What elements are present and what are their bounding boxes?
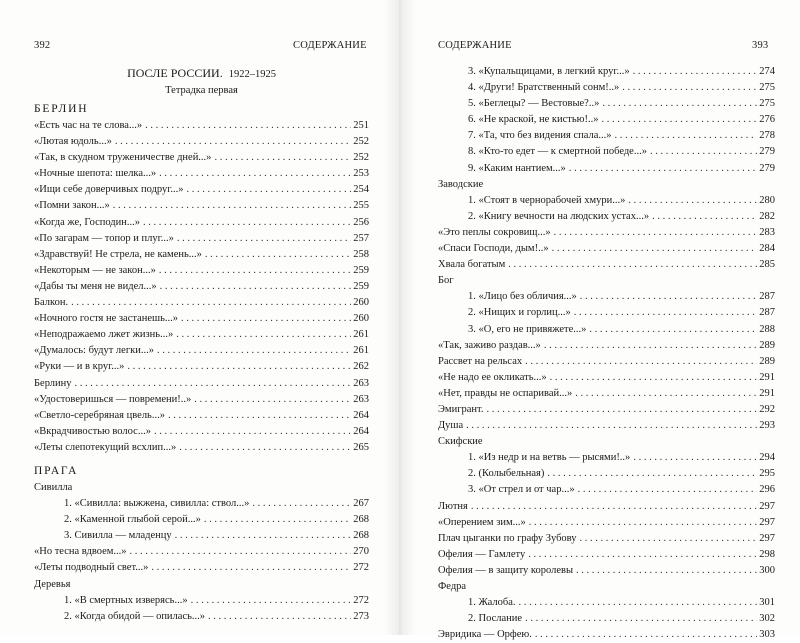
entry-title: 5. «Беглецы? — Вестовые?..» xyxy=(468,98,600,110)
running-header: СОДЕРЖАНИЕ xyxy=(438,40,512,51)
entry-title: «Леты подводный свет...» xyxy=(34,562,149,574)
toc-entry xyxy=(34,150,369,166)
entry-page-number: 253 xyxy=(353,168,369,180)
entry-title: 8. «Кто-то едет — к смертной победе...» xyxy=(468,146,647,158)
dot-leader xyxy=(554,225,758,241)
entry-title: «Некоторым — не закон...» xyxy=(34,264,156,276)
group-skifskie: Скифские xyxy=(438,436,483,448)
dot-leader xyxy=(580,531,758,547)
toc-entry xyxy=(438,531,775,547)
entry-page-number: 275 xyxy=(759,98,775,110)
entry-page-number: 279 xyxy=(759,162,775,174)
entry-page-number: 263 xyxy=(353,377,369,389)
entry-title: 1. «Из недр и на ветвь — рысями!..» xyxy=(468,452,631,464)
dot-leader xyxy=(528,547,757,563)
toc-entry xyxy=(438,209,775,225)
entry-page-number: 282 xyxy=(759,210,775,222)
entry-title: 2. «Нищих и горлиц...» xyxy=(468,307,571,319)
toc-entry xyxy=(438,257,775,273)
entry-title: 2. (Колыбельная) xyxy=(468,468,545,480)
toc-entry xyxy=(438,338,775,354)
entry-title: Эмигрант. xyxy=(438,403,484,415)
dot-leader xyxy=(168,408,351,424)
toc-entry xyxy=(438,225,775,241)
group-bog: Бог xyxy=(438,275,454,287)
entry-page-number: 287 xyxy=(759,291,775,303)
entry-page-number: 285 xyxy=(759,259,775,271)
dot-leader xyxy=(589,322,757,338)
dot-leader xyxy=(578,482,758,498)
dot-leader xyxy=(252,496,351,512)
dot-leader xyxy=(157,343,351,359)
entry-title: 2. Послание xyxy=(468,613,523,625)
toc-entry xyxy=(438,563,775,579)
entry-title: «Есть час на те слова...» xyxy=(34,120,143,131)
dot-leader xyxy=(550,370,758,386)
entry-page-number: 265 xyxy=(353,441,369,453)
toc-entry xyxy=(34,118,369,134)
dot-leader xyxy=(580,289,757,305)
entry-page-number: 280 xyxy=(759,194,775,206)
toc-entry xyxy=(438,370,775,386)
entry-title: «Светло-серебряная цвель...» xyxy=(34,409,165,421)
dot-leader xyxy=(205,247,351,263)
entry-page-number: 295 xyxy=(759,468,775,480)
toc-entry xyxy=(438,64,775,80)
entry-title: 9. «Каким нантием...» xyxy=(468,162,566,174)
berlin-list xyxy=(34,118,369,456)
entry-page-number: 268 xyxy=(353,514,369,526)
dot-leader xyxy=(214,150,351,166)
entry-page-number: 274 xyxy=(759,66,775,77)
dot-leader xyxy=(208,609,351,625)
entry-title: «По загарам — топор и плуг...» xyxy=(34,232,174,244)
dot-leader xyxy=(525,611,757,627)
entry-title: Балкон. xyxy=(34,297,69,309)
toc-entry xyxy=(438,354,775,370)
toc-entry xyxy=(438,193,775,209)
entry-page-number: 257 xyxy=(353,232,369,244)
group-zavodskie: Заводские xyxy=(438,178,484,190)
entry-title: 1. Жалоба. xyxy=(468,597,516,609)
entry-page-number: 301 xyxy=(759,597,775,609)
dot-leader xyxy=(127,359,351,375)
toc-entry xyxy=(438,499,775,515)
mid2-list xyxy=(438,338,775,435)
entry-page-number: 273 xyxy=(353,610,369,622)
dot-leader xyxy=(547,466,757,482)
dot-leader xyxy=(160,279,352,295)
entry-page-number: 284 xyxy=(759,243,775,255)
dot-leader xyxy=(519,595,758,611)
end-list xyxy=(438,499,775,579)
dot-leader xyxy=(154,424,351,440)
entry-page-number: 276 xyxy=(759,114,775,126)
dot-leader xyxy=(529,515,758,531)
entry-page-number: 289 xyxy=(759,355,775,367)
entry-title: Эвридика — Орфею. xyxy=(438,629,532,641)
entry-title: 2. «Когда обидой — опилась...» xyxy=(64,610,206,622)
entry-page-number: 267 xyxy=(353,498,369,510)
toc-entry xyxy=(34,279,369,295)
entry-page-number: 261 xyxy=(353,329,369,341)
dot-leader xyxy=(187,182,352,198)
entry-title: «Так, в скудном труженичестве дней...» xyxy=(34,152,212,164)
entry-title: «Лютая юдоль...» xyxy=(34,136,112,148)
dot-leader xyxy=(130,544,352,560)
book-gutter xyxy=(384,0,416,635)
toc-entry xyxy=(438,241,775,257)
dot-leader xyxy=(75,376,352,392)
entry-title: «Не надо ее окликать...» xyxy=(438,371,547,383)
toc-entry xyxy=(438,161,775,177)
toc-entry xyxy=(34,231,369,247)
entry-page-number: 302 xyxy=(759,613,775,625)
toc-entry xyxy=(34,512,369,528)
section-berlin: БЕРЛИН xyxy=(34,103,89,115)
toc-entry xyxy=(34,215,369,231)
entry-page-number: 291 xyxy=(759,371,775,383)
entry-title: «Но тесна вдвоем...» xyxy=(34,546,127,558)
page-number: 393 xyxy=(752,40,769,51)
entry-title: «Вкрадчивостью волос...» xyxy=(34,425,151,437)
entry-page-number: 283 xyxy=(759,226,775,238)
entry-title: 1. «Лицо без обличия...» xyxy=(468,291,577,303)
entry-title: Лютня xyxy=(438,500,468,512)
entry-title: Берлину xyxy=(34,377,72,389)
entry-title: «Ночные шепота: шелка...» xyxy=(34,168,157,180)
entry-title: 1. «В смертных изверясь...» xyxy=(64,594,188,606)
toc-entry xyxy=(34,528,369,544)
dot-leader xyxy=(569,161,757,177)
dot-leader xyxy=(544,338,757,354)
entry-title: «Руки — и в круг...» xyxy=(34,361,125,373)
dot-leader xyxy=(628,193,757,209)
entry-title: 3. «От стрел и от чар...» xyxy=(468,484,575,496)
dot-leader xyxy=(159,263,351,279)
entry-page-number: 258 xyxy=(353,248,369,260)
group-sibylla: Сивилла xyxy=(34,481,73,493)
entry-page-number: 293 xyxy=(759,420,775,432)
toc-entry xyxy=(34,496,369,512)
entry-title: 3. Сивилла — младенцу xyxy=(64,530,172,542)
entry-page-number: 251 xyxy=(353,120,369,131)
entry-title: «Это пеплы сокровищ...» xyxy=(438,226,551,238)
dot-leader xyxy=(535,627,757,643)
dot-leader xyxy=(574,305,757,321)
entry-title: Офелия — в защиту королевы xyxy=(438,564,573,576)
entry-page-number: 289 xyxy=(759,339,775,351)
dot-leader xyxy=(525,354,757,370)
entry-title: «Думалось: будут легки...» xyxy=(34,345,154,357)
entry-title: «Дабы ты меня не видел...» xyxy=(34,280,157,292)
entry-title: Хвала богатым xyxy=(438,259,506,271)
dot-leader xyxy=(615,128,758,144)
dot-leader xyxy=(466,418,757,434)
running-header: СОДЕРЖАНИЕ xyxy=(293,40,367,51)
dot-leader xyxy=(181,311,351,327)
entry-page-number: 270 xyxy=(353,546,369,558)
toc-entry xyxy=(34,247,369,263)
entry-page-number: 259 xyxy=(353,264,369,276)
toc-entry xyxy=(438,450,775,466)
page-number: 392 xyxy=(34,40,51,51)
toc-entry xyxy=(438,402,775,418)
zavodskie-list xyxy=(438,193,775,225)
toc-entry xyxy=(34,263,369,279)
toc-entry xyxy=(34,560,369,576)
entry-title: 7. «Та, что без видения спала...» xyxy=(468,130,612,142)
entry-title: 4. «Други! Братственный сонм!..» xyxy=(468,82,620,94)
entry-page-number: 255 xyxy=(353,200,369,212)
entry-page-number: 268 xyxy=(353,530,369,542)
right-page xyxy=(400,0,800,641)
dot-leader xyxy=(204,512,351,528)
toc-column xyxy=(438,64,775,643)
toc-entry xyxy=(34,311,369,327)
toc-entry xyxy=(438,305,775,321)
entry-page-number: 262 xyxy=(353,361,369,373)
entry-page-number: 292 xyxy=(759,403,775,415)
last-list xyxy=(438,627,775,643)
dot-leader xyxy=(177,231,351,247)
entry-title: «Когда же, Господин...» xyxy=(34,216,141,228)
toc-entry xyxy=(34,440,369,456)
dot-leader xyxy=(633,450,757,466)
toc-entry xyxy=(438,547,775,563)
dot-leader xyxy=(71,295,351,311)
dot-leader xyxy=(633,64,758,80)
entry-page-number: 288 xyxy=(759,323,775,335)
entry-title: «Удостоверишься — повремени!..» xyxy=(34,393,192,405)
toc-entry xyxy=(34,392,369,408)
dot-leader xyxy=(508,257,757,273)
dot-leader xyxy=(143,215,351,231)
toc-entry xyxy=(438,386,775,402)
entry-title: Плач цыганки по графу Зубову xyxy=(438,532,577,544)
toc-entry xyxy=(438,515,775,531)
toc-entry xyxy=(34,166,369,182)
entry-title: «Спаси Господи, дым!..» xyxy=(438,243,549,255)
entry-title: Офелия — Гамлету xyxy=(438,548,526,560)
dot-leader xyxy=(650,144,757,160)
skifskie-list xyxy=(438,450,775,498)
toc-entry xyxy=(34,376,369,392)
toc-entry xyxy=(438,128,775,144)
entry-page-number: 272 xyxy=(353,562,369,574)
entry-page-number: 272 xyxy=(353,594,369,606)
entry-title: 1. «Стоят в чернорабочей хмури...» xyxy=(468,194,626,206)
bog-list xyxy=(438,289,775,337)
toc-entry xyxy=(438,595,775,611)
entry-title: «Оперением зим...» xyxy=(438,516,526,528)
dot-leader xyxy=(575,386,757,402)
entry-page-number: 254 xyxy=(353,184,369,196)
toc-entry xyxy=(438,80,775,96)
entry-page-number: 303 xyxy=(759,629,775,641)
toc-column xyxy=(34,64,369,625)
entry-page-number: 298 xyxy=(759,548,775,560)
dot-leader xyxy=(652,209,757,225)
entry-page-number: 263 xyxy=(353,393,369,405)
fedra-list xyxy=(438,595,775,627)
notebook-title: Тетрадка первая xyxy=(165,85,238,96)
toc-entry xyxy=(34,359,369,375)
sibylla-list xyxy=(34,496,369,544)
entry-page-number: 252 xyxy=(353,136,369,148)
entry-page-number: 275 xyxy=(759,82,775,94)
entry-title: «Ночного гостя не застанешь...» xyxy=(34,313,179,325)
entry-title: Рассвет на рельсах xyxy=(438,355,523,367)
left-page xyxy=(0,0,400,635)
entry-page-number: 264 xyxy=(353,425,369,437)
part-title-text: ПОСЛЕ РОССИИ. xyxy=(127,66,223,80)
entry-title: 3. «О, его не привяжете...» xyxy=(468,323,587,335)
dot-leader xyxy=(115,134,351,150)
praga-list xyxy=(34,544,369,576)
entry-page-number: 294 xyxy=(759,452,775,464)
entry-title: 6. «Не краской, не кистью!..» xyxy=(468,114,599,126)
part-years: 1922–1925 xyxy=(228,69,276,80)
entry-page-number: 252 xyxy=(353,152,369,164)
dot-leader xyxy=(471,499,757,515)
toc-entry xyxy=(438,611,775,627)
entry-title: 1. «Сивилла: выжжена, сивилла: ствол...» xyxy=(64,498,250,510)
dot-leader xyxy=(113,198,351,214)
toc-entry xyxy=(34,408,369,424)
entry-page-number: 260 xyxy=(353,297,369,309)
dot-leader xyxy=(175,528,352,544)
entry-page-number: 300 xyxy=(759,564,775,576)
entry-page-number: 291 xyxy=(759,387,775,399)
toc-entry xyxy=(438,289,775,305)
dot-leader xyxy=(159,166,351,182)
dot-leader xyxy=(176,327,351,343)
toc-entry xyxy=(34,198,369,214)
toc-entry xyxy=(34,593,369,609)
dot-leader xyxy=(191,593,352,609)
entry-page-number: 279 xyxy=(759,146,775,158)
derevya-cont-list xyxy=(438,64,775,177)
dot-leader xyxy=(179,440,351,456)
entry-title: «Здравствуй! Не стрела, не камень...» xyxy=(34,248,202,260)
entry-title: «Неподражаемо лжет жизнь...» xyxy=(34,329,174,341)
entry-page-number: 261 xyxy=(353,345,369,357)
toc-entry xyxy=(438,466,775,482)
group-fedra: Федра xyxy=(438,581,467,592)
dot-leader xyxy=(601,112,757,128)
toc-entry xyxy=(438,96,775,112)
entry-title: «Помни закон...» xyxy=(34,200,110,212)
entry-page-number: 296 xyxy=(759,484,775,496)
entry-page-number: 259 xyxy=(353,280,369,292)
group-derevya: Деревья xyxy=(34,578,71,590)
dot-leader xyxy=(602,96,757,112)
toc-entry xyxy=(438,112,775,128)
part-title xyxy=(34,64,369,82)
entry-title: «Так, заживо раздав...» xyxy=(438,339,541,351)
toc-entry xyxy=(34,544,369,560)
entry-title: 2. «Книгу вечности на людских устах...» xyxy=(468,210,650,222)
toc-entry xyxy=(438,627,775,643)
entry-page-number: 297 xyxy=(759,516,775,528)
entry-page-number: 297 xyxy=(759,500,775,512)
entry-page-number: 278 xyxy=(759,130,775,142)
dot-leader xyxy=(145,118,351,134)
toc-entry xyxy=(34,327,369,343)
entry-page-number: 297 xyxy=(759,532,775,544)
toc-entry xyxy=(34,343,369,359)
entry-title: Душа xyxy=(438,420,464,432)
toc-entry xyxy=(34,295,369,311)
dot-leader xyxy=(486,402,757,418)
toc-entry xyxy=(438,322,775,338)
entry-title: 2. «Каменной глыбой серой...» xyxy=(64,514,201,526)
mid-list xyxy=(438,225,775,273)
section-praga: ПРАГА xyxy=(34,464,79,477)
toc-entry xyxy=(34,134,369,150)
entry-page-number: 256 xyxy=(353,216,369,228)
entry-page-number: 287 xyxy=(759,307,775,319)
derevya-list xyxy=(34,593,369,625)
toc-entry xyxy=(438,418,775,434)
entry-page-number: 264 xyxy=(353,409,369,421)
entry-page-number: 260 xyxy=(353,313,369,325)
toc-entry xyxy=(438,144,775,160)
dot-leader xyxy=(151,560,351,576)
toc-entry xyxy=(34,182,369,198)
toc-entry xyxy=(34,424,369,440)
entry-title: «Ищи себе доверчивых подруг...» xyxy=(34,184,184,196)
dot-leader xyxy=(194,392,351,408)
toc-entry xyxy=(438,482,775,498)
toc-entry xyxy=(34,609,369,625)
entry-title: «Леты слепотекущий всхлип...» xyxy=(34,441,177,453)
dot-leader xyxy=(552,241,758,257)
entry-title: 3. «Купальщицами, в легкий круг...» xyxy=(468,66,630,77)
entry-title: «Нет, правды не оспаривай...» xyxy=(438,387,573,399)
dot-leader xyxy=(576,563,757,579)
dot-leader xyxy=(622,80,757,96)
